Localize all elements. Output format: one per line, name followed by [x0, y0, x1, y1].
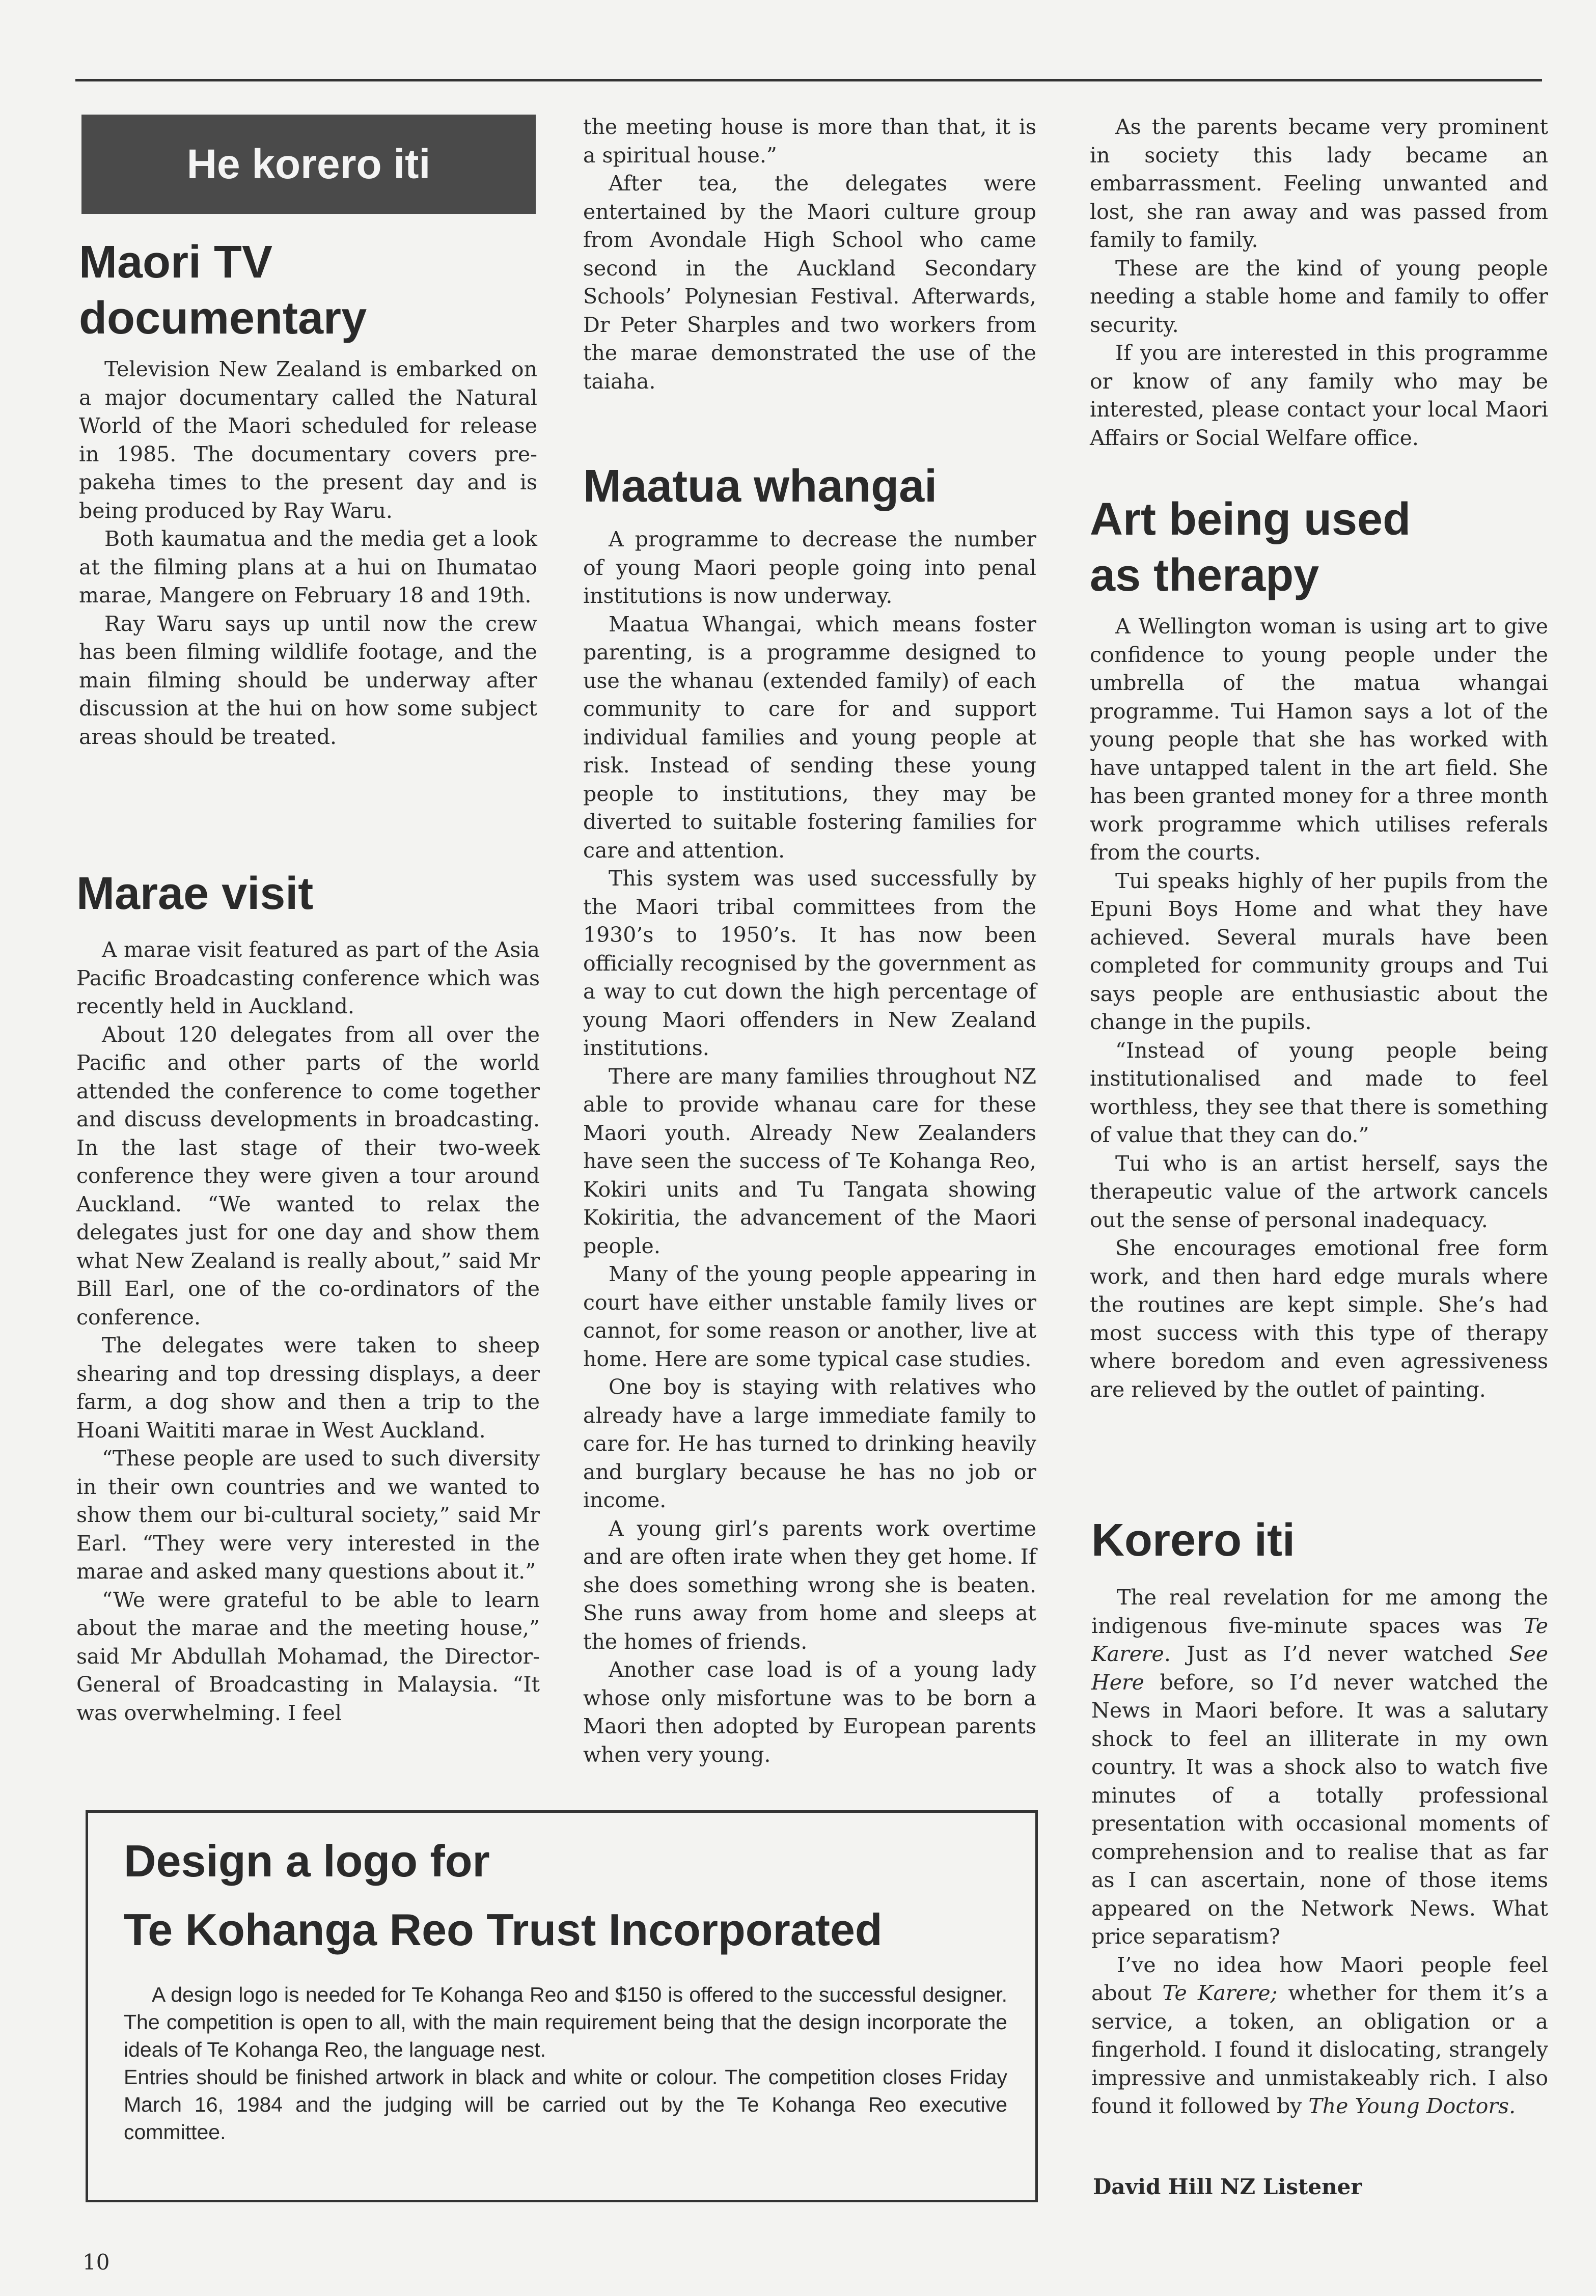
paragraph: Tui speaks highly of her pupils from the Epuni Boys Home and what they have achieved. Several murals have been completed for community groups and Tui says people are enthusiastic about the change in the pupils. — [1090, 868, 1548, 1034]
page-number: 10 — [82, 2250, 110, 2275]
paragraph: A Wellington woman is using art to give confidence to young people under the umbrella of the matua whangai programme. Tui Hamon says a lot of the young people that she has worked with have untapped talent in the art field. She has been granted money for a three month work programme which utilises referals from the courts. — [1090, 614, 1548, 865]
heading-marae-visit: Marae visit — [76, 868, 314, 919]
logo-competition-box — [86, 1810, 1038, 2202]
logo-title-line1: Design a logo for — [124, 1836, 490, 1886]
article-maatua-whangai — [583, 458, 1036, 1769]
paragraph: Tui who is an artist herself, says the therapeutic value of the artwork cancels out the sense of personal inadequacy. — [1090, 1151, 1548, 1232]
author-credit: David Hill NZ Listener — [1093, 2174, 1362, 2199]
heading-korero-iti: Korero iti — [1091, 1515, 1296, 1566]
paragraph: A young girl’s parents work overtime and are often irate when they get home. If she does something wrong she is beaten. She runs away from home and sleeps at the homes of friends. — [583, 1516, 1036, 1654]
text-run: whether for them it’s a service, a token, an obligation or a fingerhold. I found it dislocating, strangely impressive and unmistakeably rich. I also found it followed by — [1091, 1981, 1548, 2118]
article-body — [79, 355, 537, 751]
text-run: before, so I’d never watched the News in Maori before. It was a salutary shock to feel an illiterate in my own country. It was a shock also to watch five minutes of a totally professional presentation with occasional moments of comprehension and to realise that as far as I can ascertain, none of those items appeared on the Network News. What price separatism? — [1091, 1670, 1548, 1949]
paragraph: If you are interested in this programme or know of any family who may be interested, please contact your local Maori Affairs or Social Welfare office. — [1090, 341, 1548, 450]
paragraph: A programme to decrease the number of young Maori people going into penal institutions is now underway. — [583, 527, 1036, 608]
paragraph: This system was used successfully by the Maori tribal committees from the 1930’s to 1950’s. It has now been officially recognised by the government as a way to cut down the high percentage of young Maori offenders in New Zealand institutions. — [583, 866, 1036, 1060]
paragraph: These are the kind of young people needing a stable home and family to offer security. — [1090, 256, 1548, 337]
paragraph: “Instead of young people being institutionalised and made to feel worthless, they see that there is something of value that they can do.” — [1090, 1038, 1548, 1147]
text-run: . Just as I’d never watched — [1164, 1642, 1509, 1666]
paragraph: As the parents became very prominent in society this lady became an embarrassment. Feeling unwanted and lost, she ran away and was passed from family to family. — [1090, 115, 1548, 252]
paragraph: She encourages emotional free form work, and then hard edge murals where the routines are kept simple. She’s had most success with this type of therapy where boredom and even agressiveness are relieved by the outlet of painting. — [1090, 1236, 1548, 1402]
paragraph — [1091, 1584, 1548, 1951]
logo-body — [124, 1981, 1007, 2146]
article-art-therapy — [1090, 491, 1548, 1404]
paragraph: About 120 delegates from all over the Pacific and other parts of the world attended the conference to come together and discuss developments in broadcasting. In the last stage of their two-week conference they were given a tour around Auckland. “We wanted to relax the delegates just for one day and show them what New Zealand is really about,” said Mr Bill Earl, one of the co-ordinators of the conference. — [76, 1022, 540, 1330]
text-run: The real revelation for me among the indigenous five-minute spaces was — [1091, 1585, 1548, 1638]
paragraph: A design logo is needed for Te Kohanga Reo and $150 is offered to the successful designer. The competition is open to all, with the main requirement being that the design incorporate the ideals of Te Kohanga Reo, the language nest. — [124, 1983, 1007, 2061]
paragraph: “We were grateful to be able to learn about the marae and the meeting house,” said Mr Abdullah Mohamad, the Director-General of Broadcasting in Malaysia. “It was overwhelming. I feel — [76, 1587, 540, 1725]
paragraph: Ray Waru says up until now the crew has been filming wildlife footage, and the main filming should be underway after discussion at the hui on how some subject areas should be treated. — [79, 611, 537, 749]
paragraph: Television New Zealand is embarked on a major documentary called the Natural World of the Maori scheduled for release in 1985. The documentary covers pre-pakeha times to the present day and is being produced by Ray Waru. — [79, 357, 537, 523]
text-run: I’ve no idea how Maori people feel about — [1091, 1952, 1548, 2005]
paragraph: “These people are used to such diversity in their own countries and we wanted to show them our bi-cultural society,” said Mr Earl. “They were very interested in the marae and asked many questions about it.” — [76, 1446, 540, 1584]
heading-line: Art being used — [1090, 494, 1411, 545]
paragraph: After tea, the delegates were entertained by the Maori culture group from Avondale High School who came second in the Auckland Secondary Schools’ Polynesian Festival. Afterwards, Dr Peter Sharples and two workers from the marae demonstrated the use of the taiaha. — [583, 171, 1036, 394]
text-run-italic: The Young Doctors. — [1308, 2094, 1516, 2118]
text-run-italic: Te Karere; — [1162, 1981, 1278, 2005]
logo-title-line2: Te Kohanga Reo Trust Incorporated — [124, 1904, 883, 1955]
paragraph: A marae visit featured as part of the Asia Pacific Broadcasting conference which was recently held in Auckland. — [76, 937, 540, 1018]
heading-maatua-whangai: Maatua whangai — [583, 461, 938, 512]
paragraph: The delegates were taken to sheep shearing and top dressing displays, a deer farm, a dog show and then a trip to the Hoani Waititi marae in West Auckland. — [76, 1333, 540, 1443]
article-korero-iti — [1091, 1512, 1548, 2121]
paragraph: One boy is staying with relatives who already have a large immediate family to care for. He has turned to drinking heavily and burglary because he has no job or income. — [583, 1375, 1036, 1512]
paragraph: Entries should be finished artwork in black and white or colour. The competition closes Friday March 16, 1984 and the judging will be carried out by the Te Kohanga Reo executive committee. — [124, 2065, 1007, 2144]
article-maori-tv — [79, 234, 537, 751]
article-body — [583, 525, 1036, 1769]
heading-line: Maori TV — [79, 237, 273, 288]
paragraph: Both kaumatua and the media get a look at the filming plans at a hui on Ihumatao marae, Mangere on February 18 and 19th. — [79, 527, 537, 607]
article-maatua-whangai-continued — [1090, 113, 1548, 452]
paragraph: the meeting house is more than that, it is a spiritual house.” — [583, 115, 1036, 168]
article-marae-visit-continued — [583, 113, 1036, 396]
heading-line: as therapy — [1090, 550, 1319, 601]
section-banner: He korero iti — [81, 115, 536, 214]
top-rule — [75, 79, 1542, 81]
text-run-italic: Te Karere — [1091, 1613, 1548, 1666]
paragraph: Another case load is of a young lady whose only misfortune was to be born a Maori then adopted by European parents when very young. — [583, 1657, 1036, 1767]
article-body — [1090, 613, 1548, 1404]
paragraph: Maatua Whangai, which means foster parenting, is a programme designed to use the whanau (extended family) of each community to care for and support individual families and young people at risk. Instead of sending these young people to institutions, they may be diverted to suitable fostering families for care and attention. — [583, 612, 1036, 863]
text-run-italic: See Here — [1091, 1642, 1548, 1695]
heading-maori-tv — [79, 234, 537, 346]
paragraph: Many of the young people appearing in court have either unstable family lives or cannot, for some reason or another, live at home. Here are some typical case studies. — [583, 1262, 1036, 1371]
heading-art-therapy — [1090, 491, 1548, 603]
paragraph: There are many families throughout NZ able to provide whanau care for these Maori youth. Already New Zealanders have seen the success of Te Kohanga Reo, Kokiri units and Tu Tangata showing Kokiritia, the advancement of the Maori people. — [583, 1064, 1036, 1258]
article-body — [76, 936, 540, 1727]
paragraph — [1091, 1951, 1548, 2121]
article-marae-visit — [76, 866, 540, 1727]
article-body — [1091, 1584, 1548, 2121]
heading-line: documentary — [79, 293, 367, 344]
